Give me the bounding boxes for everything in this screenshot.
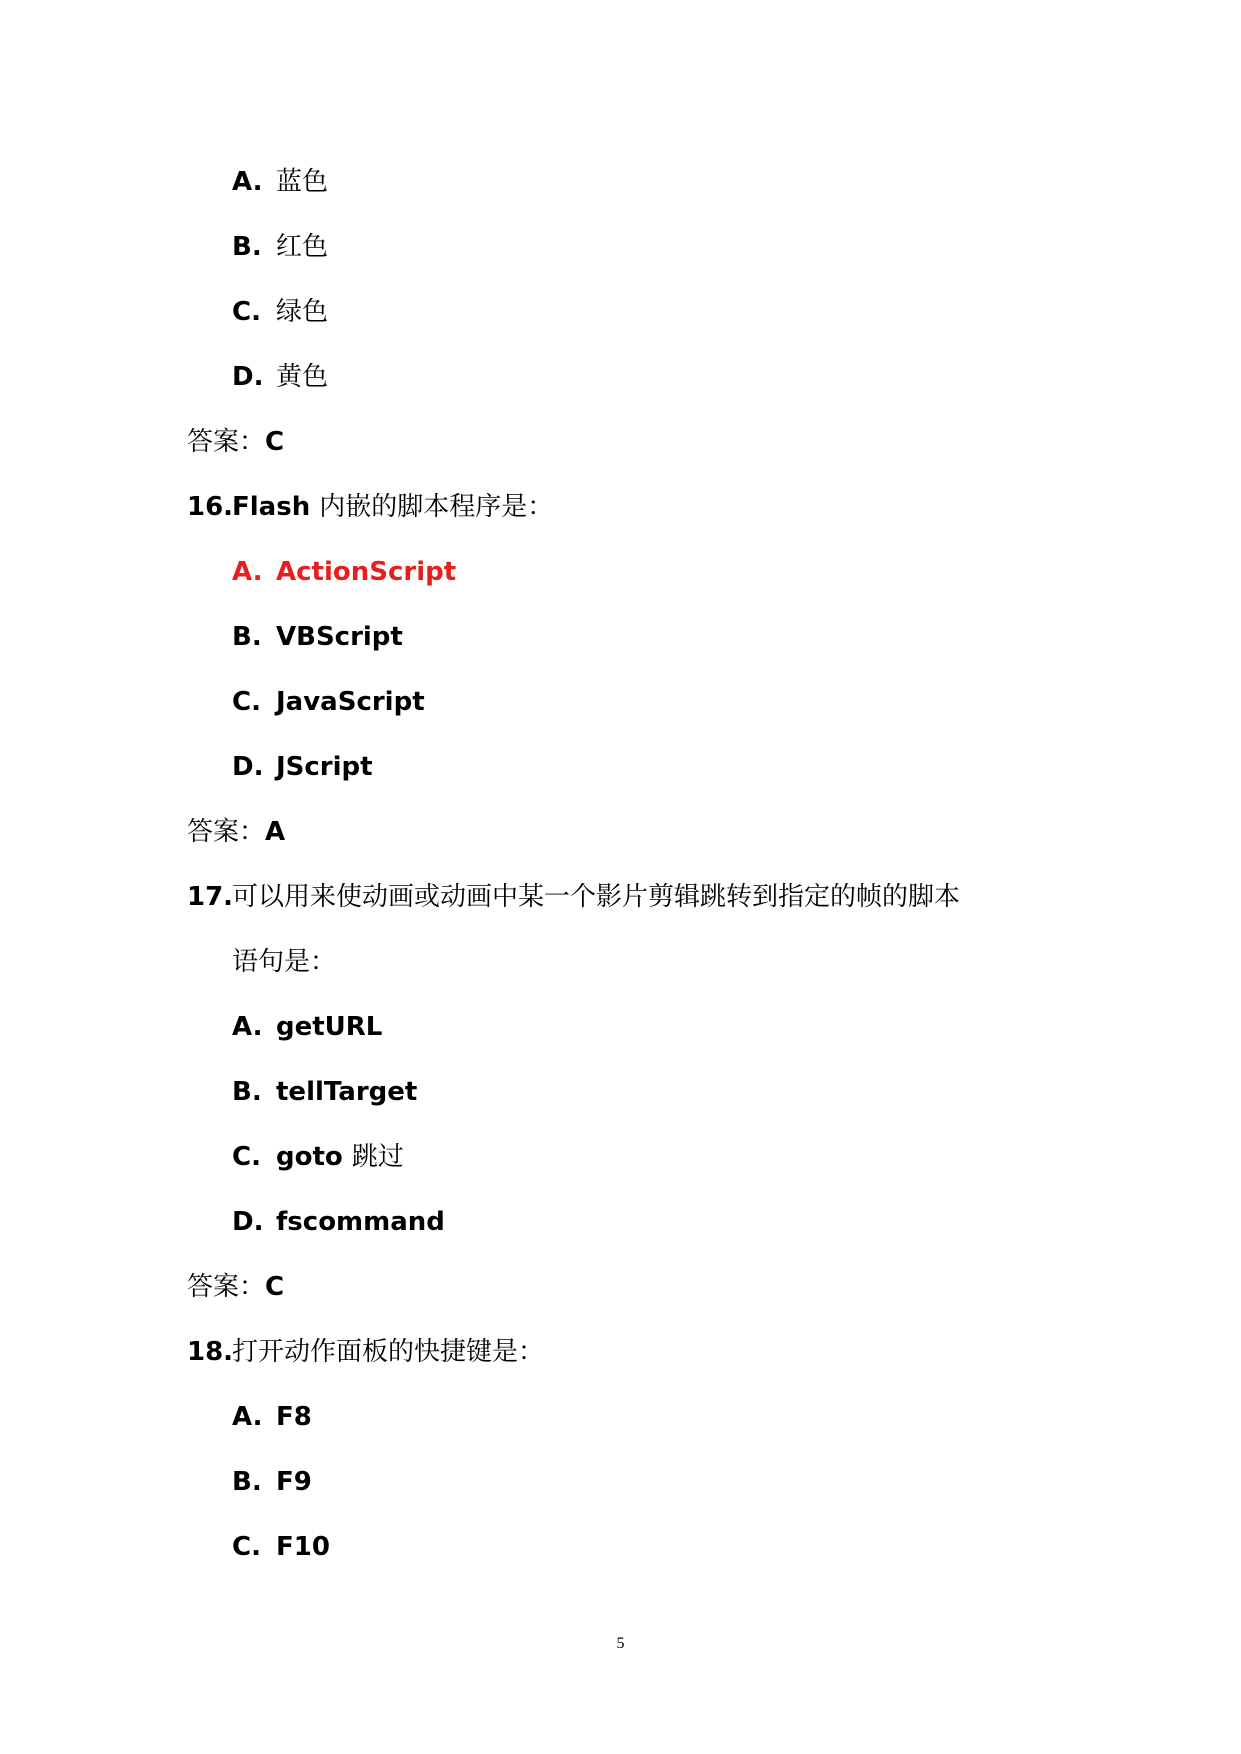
question-text: 语句是： [232, 947, 337, 977]
option-text: 绿色 [276, 297, 329, 327]
option-letter: D. [232, 362, 264, 392]
answer-value: A [265, 817, 286, 847]
q18-option-a [232, 1397, 312, 1437]
answer-label: 答案： [187, 817, 266, 847]
option-text: F9 [276, 1467, 312, 1497]
question-18 [187, 1332, 544, 1372]
q16-option-a [232, 552, 456, 592]
q17-option-d [232, 1202, 445, 1242]
option-text: tellTarget [276, 1077, 418, 1107]
question-17 [187, 877, 960, 917]
q16-option-b [232, 617, 403, 657]
q17-option-a [232, 1007, 382, 1047]
option-text: goto [276, 1142, 343, 1172]
option-letter: D. [232, 1207, 264, 1237]
answer-value: C [265, 427, 285, 457]
option-text: F8 [276, 1402, 312, 1432]
option-text: 蓝色 [276, 167, 329, 197]
q16-option-c [232, 682, 425, 722]
option-letter: C. [232, 1142, 261, 1172]
option-text: getURL [276, 1012, 383, 1042]
question-number: 17. [187, 882, 234, 912]
option-text: JScript [276, 752, 373, 782]
option-letter: B. [232, 622, 262, 652]
option-text: 红色 [276, 232, 329, 262]
option-letter: D. [232, 752, 264, 782]
option-text: fscommand [276, 1207, 445, 1237]
answer-label: 答案： [187, 1272, 266, 1302]
q16-option-d [232, 747, 373, 787]
question-text-latin: Flash [232, 492, 311, 522]
option-letter: B. [232, 232, 262, 262]
q17-option-b [232, 1072, 417, 1112]
question-text: 打开动作面板的快捷键是： [232, 1337, 545, 1367]
answer-label: 答案： [187, 427, 266, 457]
page-number: 5 [616, 1635, 625, 1652]
question-17-continuation [232, 942, 336, 982]
q17-answer [187, 1267, 284, 1307]
question-number: 18. [187, 1337, 234, 1367]
option-letter: A. [232, 1402, 263, 1432]
q15-option-b [232, 227, 328, 267]
option-text: VBScript [276, 622, 403, 652]
option-text: ActionScript [276, 557, 457, 587]
option-letter: C. [232, 1532, 261, 1562]
option-letter: C. [232, 297, 261, 327]
option-letter: B. [232, 1467, 262, 1497]
q18-option-c [232, 1527, 330, 1567]
q18-option-b [232, 1462, 312, 1502]
q15-answer [187, 422, 284, 462]
option-letter: C. [232, 687, 261, 717]
q15-option-d [232, 357, 328, 397]
question-text: 可以用来使动画或动画中某一个影片剪辑跳转到指定的帧的脚本 [232, 882, 961, 912]
option-letter: B. [232, 1077, 262, 1107]
answer-value: C [265, 1272, 285, 1302]
question-16 [187, 487, 553, 527]
option-text-cjk: 跳过 [351, 1142, 404, 1172]
option-text: 黄色 [276, 362, 329, 392]
option-letter: A. [232, 557, 263, 587]
option-letter: A. [232, 1012, 263, 1042]
q15-option-c [232, 292, 328, 332]
q16-answer [187, 812, 285, 852]
q15-option-a [232, 162, 328, 202]
q17-option-c [232, 1137, 404, 1177]
question-number: 16. [187, 492, 234, 522]
option-text: JavaScript [276, 687, 425, 717]
option-letter: A. [232, 167, 263, 197]
option-text: F10 [276, 1532, 330, 1562]
question-text: 内嵌的脚本程序是： [319, 492, 554, 522]
